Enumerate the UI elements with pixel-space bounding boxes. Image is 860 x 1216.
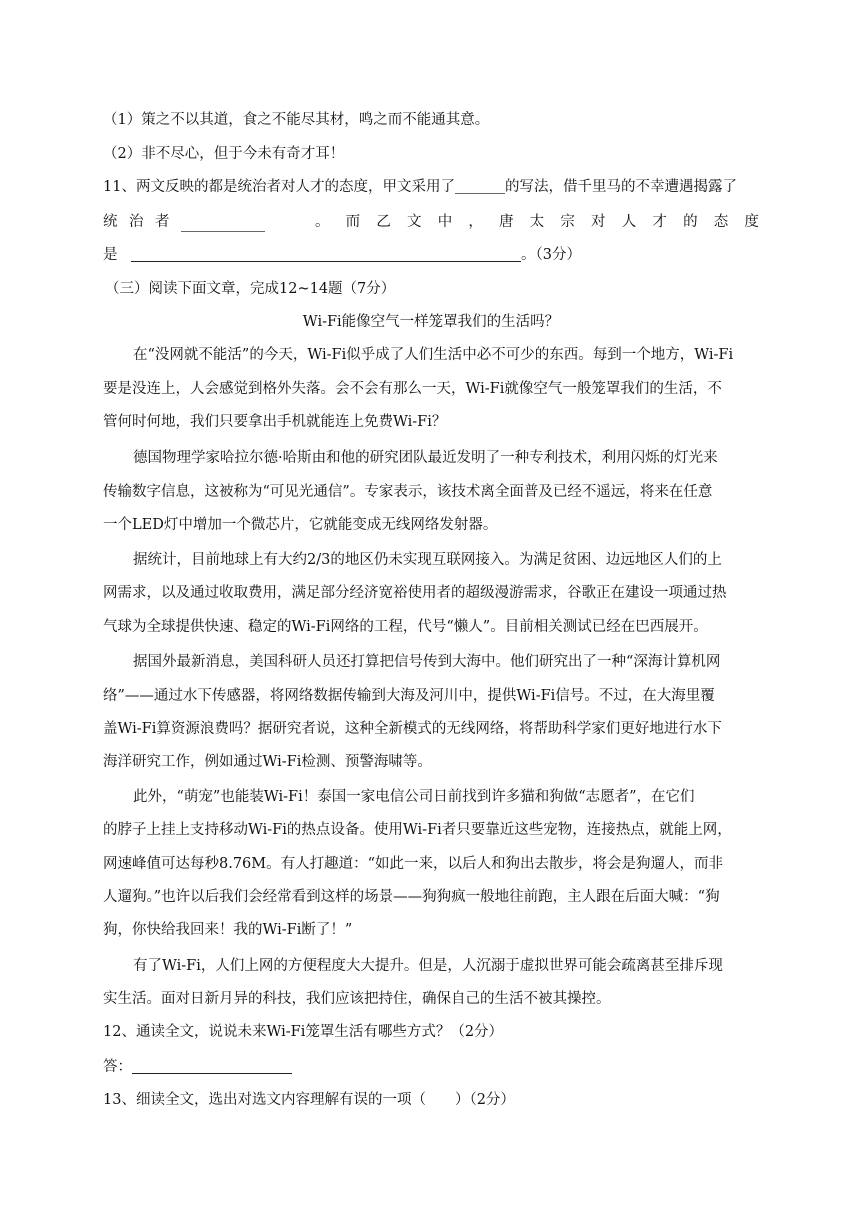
para-4-line-4: 海洋研究工作，例如通过Wi-Fi检测、预警海啸等。 <box>103 754 432 770</box>
article-title: Wi-Fi能像空气一样笼罩我们的生活吗？ <box>302 314 560 330</box>
q11-char-2: 治 <box>129 214 144 230</box>
q11-tail-11: 才 <box>652 214 667 230</box>
q11-tail-4: 中 <box>437 214 453 230</box>
question-11-line-3 <box>103 245 759 265</box>
q11-tail-10: 人 <box>621 214 637 230</box>
q11-tail-2: 乙 <box>376 214 391 230</box>
para-3-line-3: 气球为全球提供快速、稳定的Wi-Fi网络的工程，代号“懒人”。目前相关测试已经在巴西展开。 <box>103 619 708 635</box>
para-1-line-2: 要是没连上，人会感觉到格外失落。会不会有那么一天，Wi-Fi就像空气一般笼罩我们的生活，不 <box>103 381 722 397</box>
q11-tail-6: 唐 <box>499 214 514 230</box>
question-12-answer-line <box>103 1057 759 1077</box>
para-4-line-1: 据国外最新消息，美国科研人员还打算把信号传到大海中。他们研究出了一种“深海计算机网 <box>133 654 721 670</box>
q11-tail-3: 文 <box>407 214 422 230</box>
para-4-line-3: 盖Wi-Fi算资源浪费吗？据研究者说，这种全新模式的无线网络，将帮助科学家们更好地进行水下 <box>103 721 722 737</box>
answer-label: 答： <box>103 1059 132 1075</box>
question-12: 12、通读全文，说说未来Wi-Fi笼罩生活有哪些方式？（2分） <box>103 1024 504 1040</box>
para-2-line-2: 传输数字信息，这被称为“可见光通信”。专家表示，该技术离全面普及已经不遥远，将来在任意 <box>103 484 713 500</box>
question-11-blank-1[interactable] <box>455 178 505 194</box>
para-2-line-1: 德国物理学家哈拉尔德·哈斯由和他的研究团队最近发明了一种专利技术，利用闪烁的灯光来 <box>133 450 718 466</box>
q11-tail-1: 而 <box>345 214 361 230</box>
q11-tail-0: 。 <box>315 214 330 230</box>
para-5-line-5: 狗，你快给我回来！我的Wi-Fi断了！” <box>103 922 353 938</box>
para-5-line-1: 此外，“萌宠”也能装Wi-Fi！泰国一家电信公司日前找到许多猫和狗做“志愿者”，在它们 <box>133 789 695 805</box>
para-4-line-2: 络”——通过水下传感器，将网络数据传输到大海及河川中，提供Wi-Fi信号。不过，在大海里覆 <box>103 688 715 704</box>
q11-tail-5: ， <box>468 214 483 230</box>
para-3-line-2: 网需求，以及通过收取费用，满足部分经济宽裕使用者的超级漫游需求，谷歌正在建设一项通过热 <box>103 585 727 601</box>
question-11-blank-2[interactable] <box>181 216 265 232</box>
question-11-text-b: 的写法，借千里马的不幸遭遇揭露了 <box>504 179 737 195</box>
q11-tail-9: 对 <box>591 214 606 230</box>
question-11-points: 。（3分） <box>521 247 581 263</box>
question-11-line-2 <box>103 212 759 232</box>
para-1-line-3: 管何时何地，我们只要拿出手机就能连上免费Wi-Fi？ <box>103 414 447 430</box>
para-6-line-2: 实生活。面对日新月异的科技，我们应该把持住，确保自己的生活不被其操控。 <box>103 991 611 1007</box>
q11-tail-12: 的 <box>683 214 698 230</box>
para-5-line-4: 人遛狗。”也许以后我们会经常看到这样的场景——狗狗疯一般地往前跑，主人跟在后面大喊：“狗 <box>103 889 720 905</box>
q11-tail-13: 态 <box>713 214 729 230</box>
para-5-line-2: 的脖子上挂上支持移动Wi-Fi的热点设备。使用Wi-Fi者只要靠近这些宠物，连接热点，就能上网， <box>103 822 732 838</box>
q11-char-1: 统 <box>103 214 118 230</box>
question-11-text-a: 11、两文反映的都是统治者对人才的态度，甲文采用了 <box>103 179 455 195</box>
q11-char-3: 者 <box>155 214 170 230</box>
para-2-line-3: 一个LED灯中增加一个微芯片，它就能变成无线网络发射器。 <box>103 517 498 533</box>
question-13: 13、细读全文，选出对选文内容理解有误的一项（ ）（2分） <box>103 1092 515 1108</box>
question-11-line-2-tail <box>315 212 759 232</box>
question-11-text-c: 是 <box>103 247 118 263</box>
question-11-blank-3[interactable] <box>131 246 521 262</box>
question-11-line-1 <box>103 177 759 197</box>
para-3-line-1: 据统计，目前地球上有大约2/3的地区仍未实现互联网接入。为满足贫困、边远地区人们的上 <box>133 552 722 568</box>
q11-tail-14: 度 <box>744 214 759 230</box>
q11-tail-7: 太 <box>529 214 545 230</box>
section-3-heading: （三）阅读下面文章，完成12~14题（7分） <box>105 281 396 297</box>
para-1-line-1: 在“没网就不能活”的今天，Wi-Fi似乎成了人们生活中必不可少的东西。每到一个地方，Wi-Fi <box>133 347 734 363</box>
para-6-line-1: 有了Wi-Fi，人们上网的方便程度大大提升。但是，人沉溺于虚拟世界可能会疏离甚至排斥现 <box>133 958 723 974</box>
question-11-line-2-row <box>103 212 759 232</box>
question-12-answer-blank[interactable] <box>132 1058 292 1074</box>
quote-line-2: （2）非不尽心，但于今未有奇才耳！ <box>103 146 345 162</box>
para-5-line-3: 网速峰值可达每秒8.76M。有人打趣道：“如此一来，以后人和狗出去散步，将会是狗遛人，而非 <box>103 856 724 872</box>
q11-tail-8: 宗 <box>560 214 575 230</box>
quote-line-1: （1）策之不以其道，食之不能尽其材，鸣之而不能通其意。 <box>103 112 490 128</box>
